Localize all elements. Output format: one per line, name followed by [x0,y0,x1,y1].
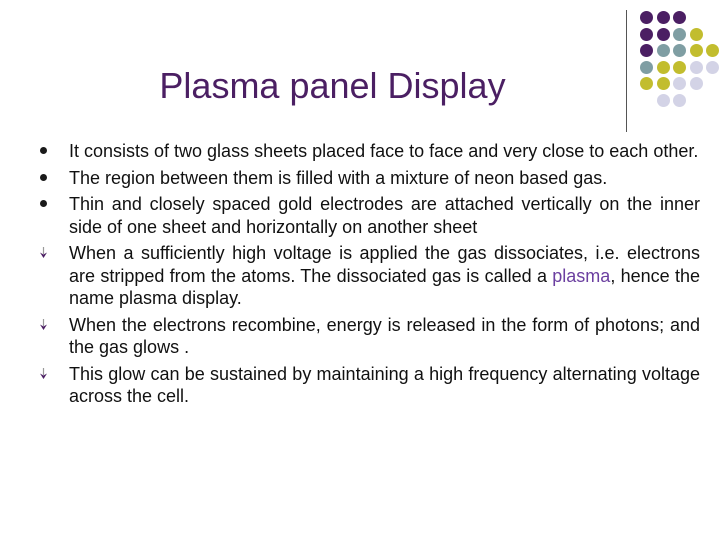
plasma-highlight: plasma [552,265,611,286]
decorative-dot [673,61,686,74]
bullet-text: Thin and closely spaced gold electrodes are attached vertically on the inner side of one sheet and horizontally on another sheet [69,194,700,237]
bullet-item [40,193,700,238]
decorative-dot [657,44,670,57]
decorative-dot [673,28,686,41]
bullet-dot-icon [40,200,47,207]
bullet-arrow-icon [39,247,48,259]
bullet-item [40,363,700,408]
decorative-dot [657,77,670,90]
decorative-dot [673,11,686,24]
decorative-dot [690,44,703,57]
decorative-dot [657,61,670,74]
bullet-arrow-icon [39,319,48,331]
bullet-item [40,242,700,310]
decorative-dot [706,61,719,74]
decorative-dot [657,94,670,107]
bullet-item [40,314,700,359]
bullet-text: The region between them is filled with a mixture of neon based gas. [69,167,608,188]
decorative-dot [640,77,653,90]
decorative-dot [673,94,686,107]
bullet-dot-icon [40,174,47,181]
bullet-list [40,140,700,412]
bullet-dot-icon [40,147,47,154]
decorative-dot [690,28,703,41]
bullet-item [40,140,700,163]
bullet-arrow-icon [39,368,48,380]
decorative-dot [690,61,703,74]
decorative-dot-grid [0,0,720,140]
decorative-dot [640,61,653,74]
decorative-dot [657,28,670,41]
bullet-item [40,167,700,190]
decorative-dot [673,77,686,90]
decorative-dot [640,11,653,24]
slide-title: Plasma panel Display [159,65,506,106]
decorative-dot [706,44,719,57]
decorative-dot [640,44,653,57]
bullet-text: When the electrons recombine, energy is released in the form of photons; and the gas glows . [69,314,700,357]
decorative-dot [640,28,653,41]
decorative-dot [673,44,686,57]
bullet-text: It consists of two glass sheets placed face to face and very close to each other. [69,141,699,161]
bullet-text: When a sufficiently high voltage is applied the gas dissociates, i.e. electrons are stripped from the atoms. The dissociated gas is called a plasma, hence the name plasma display. [69,243,700,308]
decorative-dot [657,11,670,24]
bullet-text: This glow can be sustained by maintaining a high frequency alternating voltage across the cell. [69,363,700,406]
decorative-dot [690,77,703,90]
